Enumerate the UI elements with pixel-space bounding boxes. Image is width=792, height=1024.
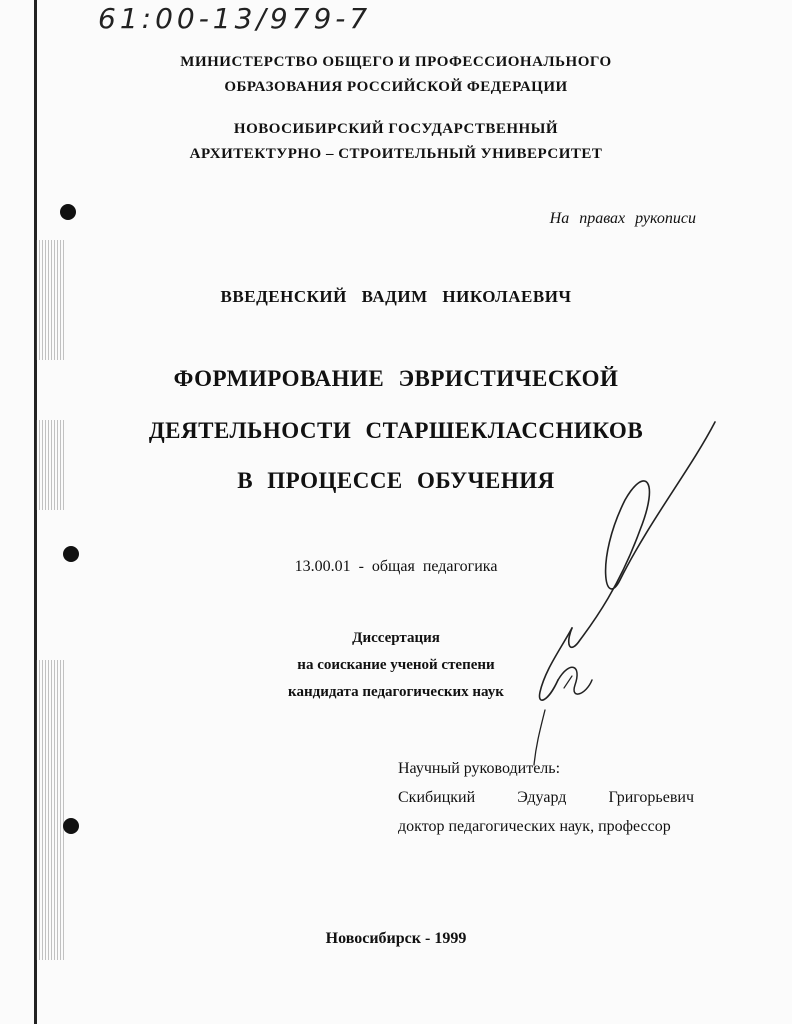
ministry-line: МИНИСТЕРСТВО ОБЩЕГО И ПРОФЕССИОНАЛЬНОГО [180, 54, 612, 70]
title-line: ДЕЯТЕЛЬНОСТИ СТАРШЕКЛАССНИКОВ [148, 418, 644, 443]
supervisor-surname: Скибицкий [398, 789, 476, 806]
city-year: Новосибирск - 1999 [325, 930, 467, 947]
rights-note: На правах рукописи [549, 210, 696, 227]
handwritten-signature [500, 410, 740, 770]
supervisor-name [398, 783, 694, 812]
ministry-line: ОБРАЗОВАНИЯ РОССИЙСКОЙ ФЕДЕРАЦИИ [224, 79, 568, 95]
university-line: АРХИТЕКТУРНО – СТРОИТЕЛЬНЫЙ УНИВЕРСИТЕТ [189, 146, 603, 162]
supervisor-first-name: Эдуард [517, 789, 567, 806]
degree-line: Диссертация [352, 630, 440, 646]
university-header [0, 117, 792, 167]
degree-line: кандидата педагогических наук [288, 684, 504, 700]
degree-line: на соискание ученой степени [297, 657, 495, 673]
ministry-header [0, 50, 792, 100]
title-line: В ПРОЦЕССЕ ОБУЧЕНИЯ [237, 468, 555, 493]
punch-hole [63, 818, 79, 834]
title-line: ФОРМИРОВАНИЕ ЭВРИСТИЧЕСКОЙ [173, 366, 619, 391]
university-line: НОВОСИБИРСКИЙ ГОСУДАРСТВЕННЫЙ [233, 121, 559, 137]
supervisor-label: Научный руководитель: [398, 760, 561, 777]
author-name: ВВЕДЕНСКИЙ ВАДИМ НИКОЛАЕВИЧ [220, 287, 572, 306]
supervisor-patronymic: Григорьевич [608, 789, 694, 806]
punch-hole [60, 204, 76, 220]
archive-number: 61:00-13/979-7 [98, 2, 372, 35]
specialty: 13.00.01 - общая педагогика [294, 558, 498, 575]
supervisor-credentials: доктор педагогических наук, профессор [398, 818, 671, 835]
